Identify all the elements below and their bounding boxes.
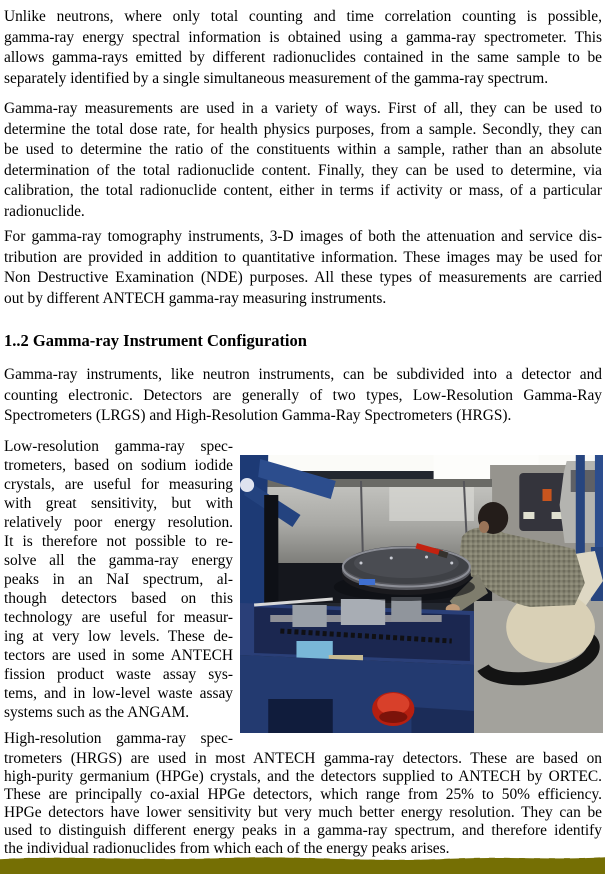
text-line: tems, and in low-level waste assay xyxy=(4,685,233,702)
text-line: Low-resolution gamma-ray spec- xyxy=(4,438,233,455)
paragraph-gap xyxy=(4,722,233,729)
footer-bar-graphic xyxy=(0,852,605,874)
text-line: fission product waste assay sys- xyxy=(4,666,233,683)
parked-cars xyxy=(519,461,603,543)
text-line: Non Destructive Examination (NDE) purposes. All these types of measurements are carried xyxy=(4,269,602,286)
text-line: gamma-ray energy spectral information is obtained using a gamma-ray spectrometer. This xyxy=(4,28,602,46)
text-line: Unlike neutrons, where only total counting and time correlation counting is possible, xyxy=(4,8,602,25)
text-line: tribution are provided in addition to quantitative information. These images may be used for xyxy=(4,248,602,266)
text-line: used to distinguish different energy peaks in a gamma-ray spectrum, and therefore identify xyxy=(4,822,602,839)
text-line: Spectrometers (LRGS) and High-Resolution Gamma-Ray Spectrometers (HRGS). xyxy=(4,407,512,424)
paragraph-high-resolution-first-line: High-resolution gamma-ray spec- xyxy=(4,730,233,747)
text-line: trometers, based on sodium iodide xyxy=(4,457,233,474)
text-line: be used to determine the ratio of the constituents within a sample, rather than an absolute xyxy=(4,141,602,158)
text-line: solve all the gamma-ray energy xyxy=(4,552,233,569)
text-line: technology are useful for measur- xyxy=(4,609,233,626)
text-line: These are principally co-axial HPGe detectors, which range from 25% to 50% efficiency. xyxy=(4,786,602,803)
paragraph-instrument-config xyxy=(4,365,602,427)
text-line: though detectors based on this xyxy=(4,590,233,607)
text-line: determination of the total radionuclide content. Finally, they can be used to determine, via xyxy=(4,161,602,179)
text-line: ing at very low levels. These de- xyxy=(4,628,233,645)
instrument-photo xyxy=(240,455,603,733)
text-line: calibration, the total radionuclide content, either in terms if activity or mass, of a particular xyxy=(4,182,602,199)
text-line: It is therefore not possible to re- xyxy=(4,533,233,550)
paragraph-intro-spectrometer xyxy=(4,7,602,89)
section-heading: 1..2 Gamma-ray Instrument Configuration xyxy=(4,331,307,350)
paragraph-measurement-uses xyxy=(4,99,602,222)
machine-front-face xyxy=(240,655,474,733)
text-line: separately identified by a single simultaneous measurement of the gamma-ray spectrum. xyxy=(4,69,549,87)
text-line: with great sensitivity, but with xyxy=(4,495,233,512)
text-line: peaks in an NaI spectrum, al- xyxy=(4,571,233,588)
text-line: radionuclide. xyxy=(4,202,85,220)
text-line: allows gamma-rays emitted by different radionuclides contained in the same sample to be xyxy=(4,49,602,66)
text-line: crystals, are useful for measuring xyxy=(4,476,233,493)
text-line: determine the total dose rate, for health physics purposes, from a sample. Secondly, they can xyxy=(4,120,602,138)
text-line: systems such as the ANGAM. xyxy=(4,704,190,721)
paragraph-tomography xyxy=(4,227,602,309)
text-line: counting electronic. Detectors are generally of two types, Low-Resolution Gamma-Ray xyxy=(4,386,602,404)
wrapped-text-column xyxy=(4,437,233,748)
red-wheel xyxy=(372,692,414,726)
text-line: Gamma-ray instruments, like neutron instruments, can be subdivided into a detector and xyxy=(4,366,602,383)
text-line: Gamma-ray measurements are used in a variety of ways. First of all, they can be used to xyxy=(4,100,602,117)
text-line: out by different ANTECH gamma-ray measuring instruments. xyxy=(4,289,387,307)
text-line: trometers (HRGS) are used in most ANTECH gamma-ray detectors. These are based on xyxy=(4,750,602,767)
text-line: the individual radionuclides from which each of the energy peaks arises. xyxy=(4,840,450,857)
text-line: For gamma-ray tomography instruments, 3-D images of both the attenuation and service dis- xyxy=(4,228,602,245)
text-line: relatively poor energy resolution. xyxy=(4,514,233,531)
footer-accent-bar xyxy=(0,852,605,874)
instrument-photo-graphic xyxy=(240,455,603,733)
turntable-disc xyxy=(334,546,475,601)
text-line: high-purity germanium (HPGe) crystals, and the detectors supplied to ANTECH by ORTEC. xyxy=(4,768,602,785)
footer-bar-fill xyxy=(0,857,605,874)
paragraph-low-resolution xyxy=(4,437,233,722)
paragraph-high-resolution-rest xyxy=(4,750,602,858)
text-line: tectors are used in some ANTECH xyxy=(4,647,233,664)
text-line: HPGe detectors have lower sensitivity but very much better energy resolution. They can be xyxy=(4,804,602,821)
